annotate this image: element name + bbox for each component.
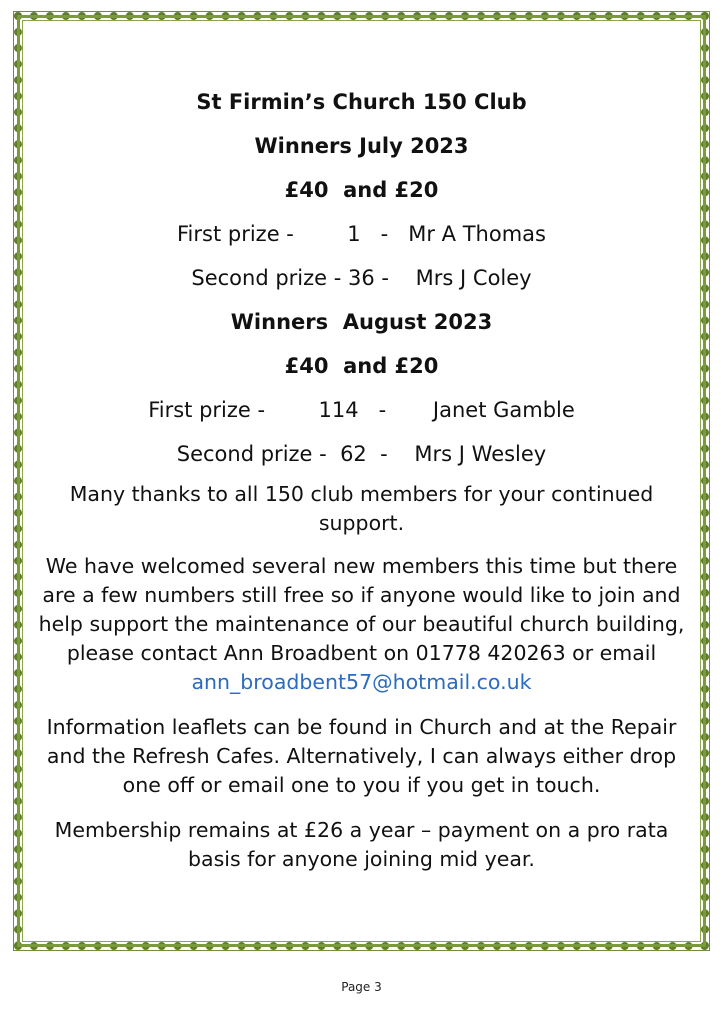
newsletter-content (28, 80, 695, 874)
welcome-text: We have welcomed several new members this time but there are a few numbers still free so if anyone would like to join and help support the maintenance of our beautiful church building, please contact Ann Broadbent on 01778 420263 or email (38, 554, 685, 665)
membership-paragraph: Membership remains at £26 a year – payment on a pro rata basis for anyone joining mid year. (54, 818, 669, 871)
club-title: St Firmin’s Church 150 Club (196, 90, 527, 114)
july-prize-amounts: £40 and £20 (284, 178, 439, 202)
email-link[interactable]: ann_broadbent57@hotmail.co.uk (191, 670, 532, 694)
august-second-prize: Second prize - 62 - Mrs J Wesley (176, 442, 547, 466)
welcome-paragraph (28, 552, 695, 697)
august-prize-amounts: £40 and £20 (284, 354, 439, 378)
august-winners-heading: Winners August 2023 (230, 310, 493, 334)
july-winners-heading: Winners July 2023 (254, 134, 469, 158)
july-first-prize: First prize - 1 - Mr A Thomas (177, 222, 546, 246)
august-first-prize: First prize - 114 - Janet Gamble (148, 398, 575, 422)
leaflets-paragraph: Information leaflets can be found in Church and at the Repair and the Refresh Cafes. Alternatively, I can always either drop one off or email one to you if you get in touch. (46, 715, 677, 797)
july-second-prize: Second prize - 36 - Mrs J Coley (191, 266, 532, 290)
page-number: Page 3 (341, 980, 382, 994)
thanks-paragraph: Many thanks to all 150 club members for your continued support. (69, 482, 654, 535)
